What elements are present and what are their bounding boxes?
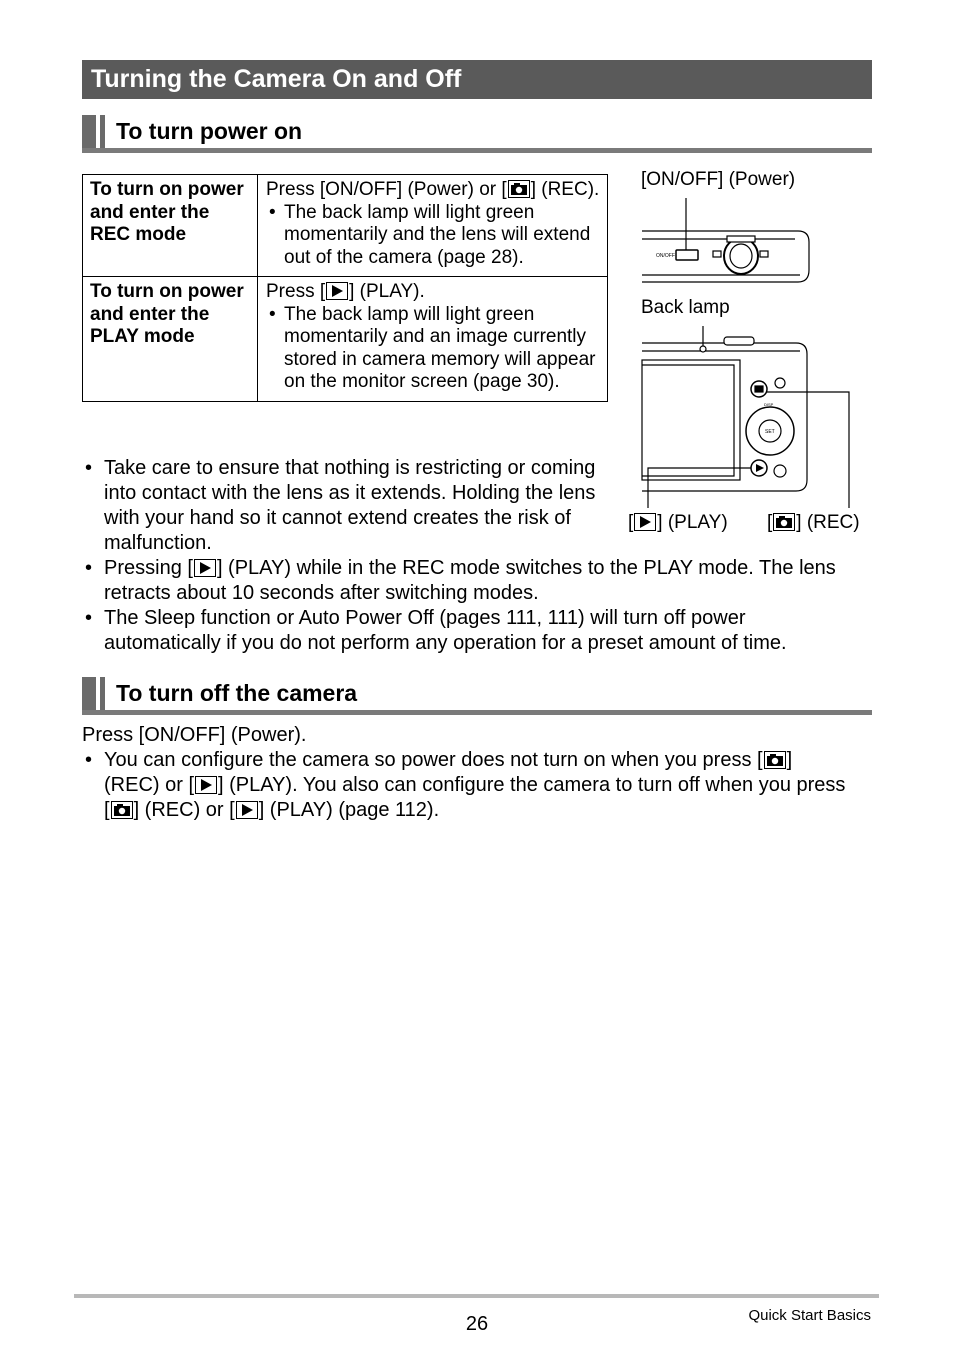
list-item [82, 556, 842, 606]
label-power: [ON/OFF] (Power) [641, 169, 796, 190]
cam-onoff-text: ON/OFF [656, 253, 675, 259]
section-heading-power-off [82, 677, 872, 715]
list-item [82, 748, 852, 823]
cam-set-text: SET [765, 429, 775, 435]
instruction-text-part: ] (REC). [530, 179, 600, 200]
list-item-text: ] (REC) or [ [133, 799, 235, 821]
list-item-text: Pressing [ [104, 557, 193, 579]
cam-disp-text: DISP [764, 402, 774, 407]
note-text: • The back lamp will light green momentarily and an image currently stored in camera memory will appear on the monitor screen (page 30). [266, 304, 601, 394]
instruction-text-part: Press [ON/OFF] (Power) or [ [266, 179, 507, 200]
camera-back-view [642, 326, 849, 508]
power-off-instruction: Press [ON/OFF] (Power). [82, 724, 307, 746]
play-icon [194, 559, 216, 577]
label-text: [ [767, 512, 773, 533]
list-item-text: You can configure the camera so power does not turn on when you press [ [104, 749, 763, 771]
label-back-lamp: Back lamp [641, 297, 730, 318]
play-icon [236, 801, 258, 819]
footer-section-title: Quick Start Basics [748, 1307, 871, 1324]
label-text: ] (REC) [796, 512, 860, 533]
section-heading-label: To turn off the camera [116, 680, 358, 706]
camera-icon [111, 801, 133, 819]
list-item-text: ] (PLAY). You also can configure the camera to turn off when you press [ [104, 774, 846, 821]
list-item: • The Sleep function or Auto Power Off (pages 111, 111) will turn off power automatically if you do not perform any operation for a preset amount of time. [82, 606, 842, 656]
page-number: 26 [465, 1313, 489, 1335]
camera-illustration [0, 0, 954, 560]
page-title: Turning the Camera On and Off [82, 60, 872, 99]
label-text: ] (PLAY) [657, 512, 728, 533]
power-on-notes-continued [82, 556, 842, 656]
list-item-text: ] (PLAY) while in the REC mode switches to the PLAY mode. The lens retracts about 10 seconds after switching modes. [104, 557, 836, 604]
camera-top-view [642, 198, 809, 282]
footer-rule [74, 1294, 879, 1298]
table-cell-key: To turn on power and enter the REC mode [83, 175, 258, 277]
camera-icon [764, 751, 786, 769]
table-cell-key: To turn on power and enter the PLAY mode [83, 277, 258, 402]
power-off-notes [82, 748, 852, 823]
label-text: [ [628, 512, 634, 533]
instruction-text-part: Press [ [266, 281, 326, 302]
list-item-text: ] (PLAY) (page 112). [258, 799, 440, 821]
list-item: • Take care to ensure that nothing is restricting or coming into contact with the lens as it extends. Holding the lens with your hand so it cannot extend creates the risk of malfunction. [82, 456, 612, 556]
section-heading-label: To turn power on [116, 118, 303, 144]
list-item-text: ] (REC) or [ [104, 749, 793, 796]
instruction-text-part: ] (PLAY). [349, 281, 425, 302]
heading-marker [82, 677, 96, 711]
heading-marker [100, 677, 105, 711]
heading-rule [82, 710, 872, 715]
note-text: • The back lamp will light green momentarily and the lens will extend out of the camera (page 28). [266, 202, 601, 270]
play-icon [195, 776, 217, 794]
